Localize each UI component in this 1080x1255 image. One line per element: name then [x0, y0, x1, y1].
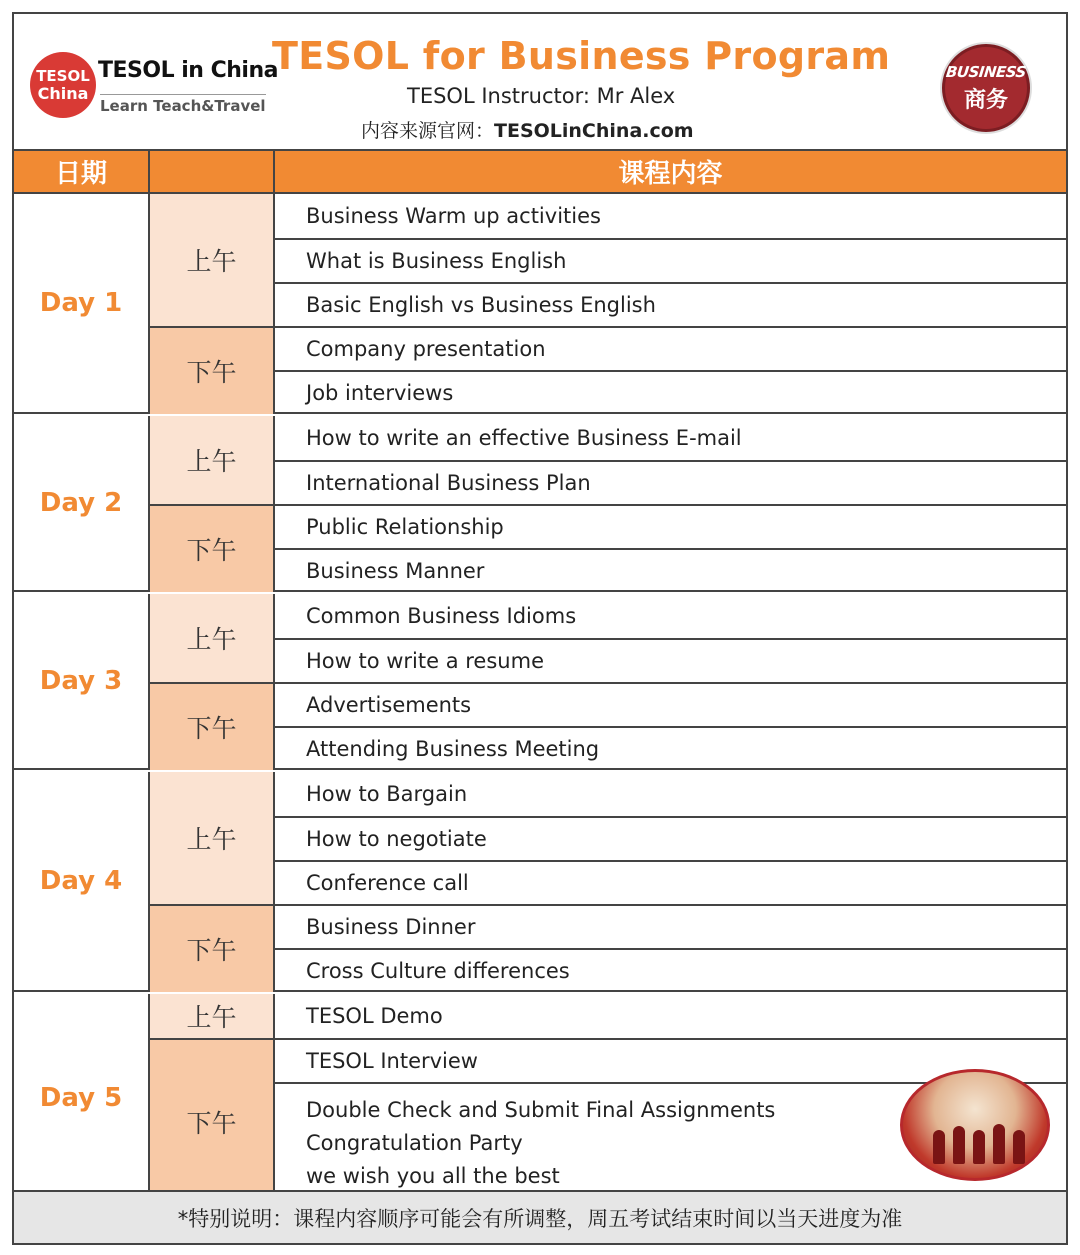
period-pm: 下午	[150, 682, 275, 770]
source-line	[361, 116, 694, 143]
period-am: 上午	[150, 594, 275, 682]
course-item: Conference call	[275, 860, 1066, 904]
photo-figure	[933, 1130, 945, 1164]
course-item: TESOL Demo	[306, 1004, 443, 1028]
day-label: Day 4	[14, 772, 150, 990]
day-block	[14, 594, 1066, 770]
graduation-photo	[900, 1069, 1050, 1181]
source-site: TESOLinChina.com	[494, 120, 694, 142]
course-line: we wish you all the best	[306, 1164, 560, 1188]
day-block	[14, 772, 1066, 992]
course-item: What is Business English	[275, 238, 1066, 282]
day-label: Day 3	[14, 594, 150, 768]
course-item: Attending Business Meeting	[275, 726, 1066, 770]
business-badge	[942, 44, 1030, 132]
course-item: Company presentation	[275, 326, 1066, 370]
source-label: 内容来源官网：	[361, 120, 495, 142]
badge-line2: 商务	[963, 87, 1008, 113]
schedule-card	[12, 12, 1068, 1245]
day-label: Day 5	[14, 994, 150, 1201]
header-date: 日期	[14, 151, 150, 192]
day-label: Day 1	[14, 194, 150, 412]
course-line: Congratulation Party	[306, 1131, 523, 1155]
period-pm: 下午	[150, 1038, 275, 1203]
logo-line2: China	[37, 83, 89, 103]
table-header-row	[14, 149, 1066, 194]
footer-note: *特别说明：课程内容顺序可能会有所调整，周五考试结束时间以当天进度为准	[14, 1190, 1066, 1243]
instructor-line: TESOL Instructor: Mr Alex	[407, 84, 676, 108]
course-item: Advertisements	[275, 682, 1066, 726]
course-item: Job interviews	[275, 370, 1066, 414]
tesol-china-logo	[30, 52, 96, 118]
course-item: Common Business Idioms	[306, 604, 577, 628]
header-period	[150, 151, 275, 192]
course-item: Business Warm up activities	[306, 204, 601, 228]
header-content: 课程内容	[618, 159, 723, 189]
brand-tagline: Learn Teach&Travel	[100, 94, 266, 115]
photo-figure	[953, 1126, 965, 1164]
course-item: How to write an effective Business E-mail	[306, 426, 742, 450]
course-item: TESOL Interview	[275, 1038, 1066, 1082]
course-item: Business Manner	[275, 548, 1066, 592]
badge-line1: BUSINESS	[945, 62, 1027, 81]
period-pm: 下午	[150, 326, 275, 414]
course-item: Cross Culture differences	[275, 948, 1066, 992]
period-pm: 下午	[150, 904, 275, 992]
course-item: How to write a resume	[275, 638, 1066, 682]
day-block	[14, 194, 1066, 414]
brand-name: TESOL in China	[98, 58, 278, 83]
course-line: Double Check and Submit Final Assignments	[306, 1098, 776, 1122]
day-block	[14, 416, 1066, 592]
course-item: How to Bargain	[306, 782, 468, 806]
course-item: Basic English vs Business English	[275, 282, 1066, 326]
page-title: TESOL for Business Program	[272, 34, 891, 78]
period-am: 上午	[150, 416, 275, 504]
course-item: Business Dinner	[275, 904, 1066, 948]
header	[14, 14, 1066, 148]
period-am: 上午	[150, 772, 275, 904]
period-pm: 下午	[150, 504, 275, 592]
period-am: 上午	[150, 994, 275, 1038]
period-am: 上午	[150, 194, 275, 326]
course-item: How to negotiate	[275, 816, 1066, 860]
photo-figure	[993, 1124, 1005, 1164]
course-item: International Business Plan	[275, 460, 1066, 504]
photo-figure	[973, 1130, 985, 1164]
photo-figure	[1013, 1130, 1025, 1164]
course-item: Public Relationship	[275, 504, 1066, 548]
logo-line1: TESOL	[36, 66, 90, 85]
day-label: Day 2	[14, 416, 150, 590]
